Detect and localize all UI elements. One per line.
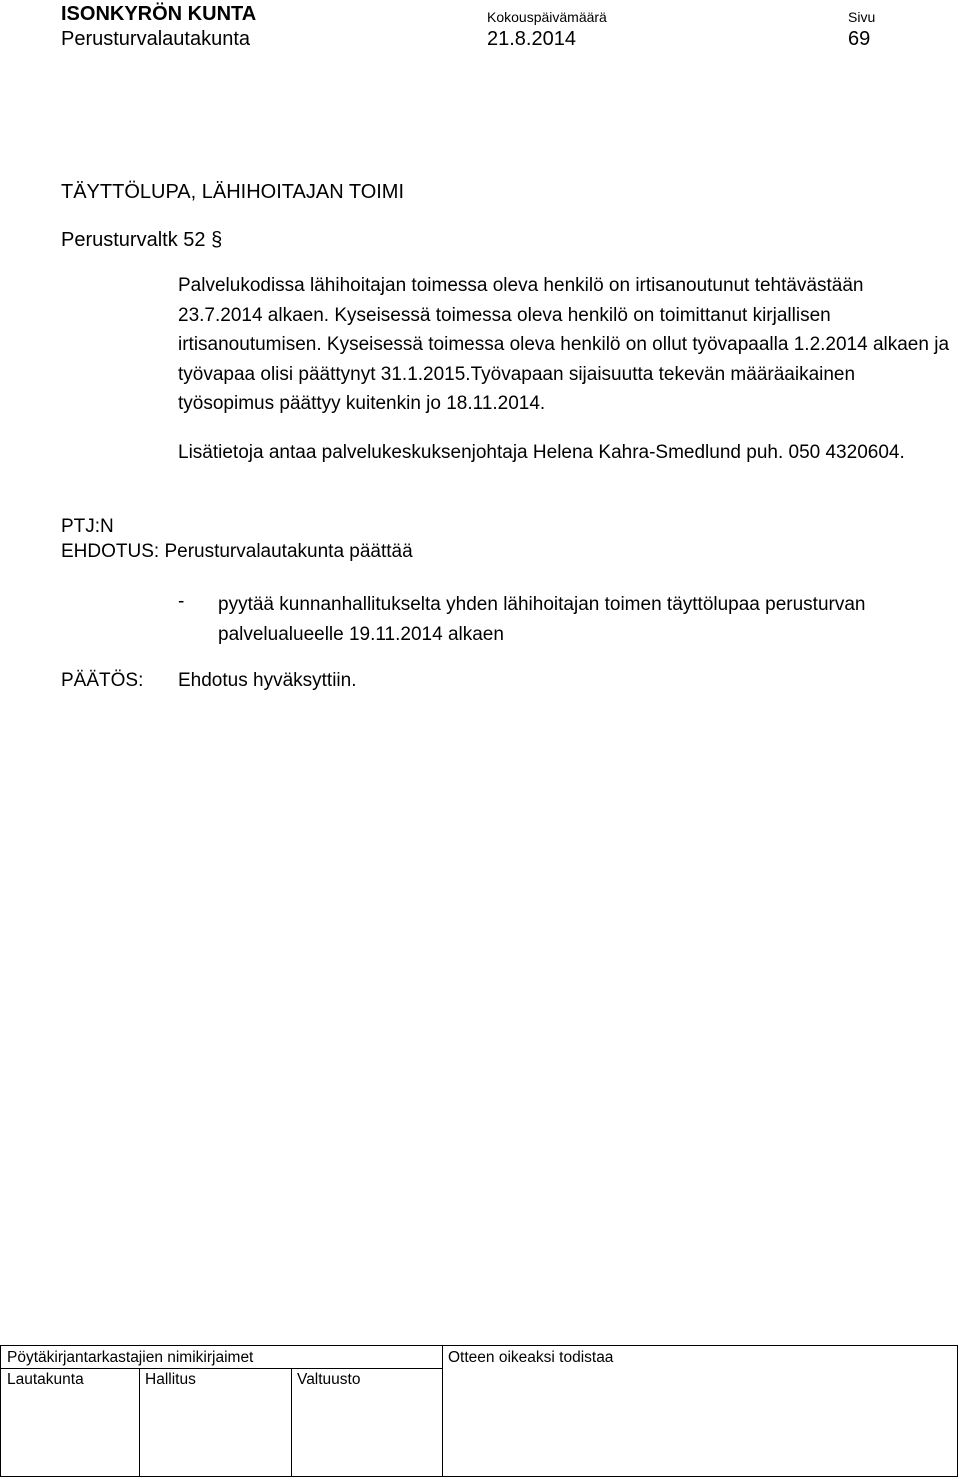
meeting-date: 21.8.2014 (487, 28, 576, 50)
list-bullet: - (178, 591, 185, 612)
signature-footer (0, 1345, 958, 1477)
footer-header-divider (0, 1368, 442, 1369)
column-lautakunta: Lautakunta (7, 1371, 84, 1388)
footer-column-divider (139, 1368, 140, 1477)
footer-bottom-border (0, 1476, 958, 1477)
board-name: Perusturvalautakunta (61, 28, 251, 50)
page-number: 69 (848, 28, 871, 50)
presenter-label: PTJ:N (61, 516, 114, 537)
proposal-item: pyytää kunnanhallitukselta yhden lähihoitajan toimen täyttölupaa perusturvan palvelualueelle 19.11.2014 alkaen (218, 594, 866, 645)
decision-text: Ehdotus hyväksyttiin. (178, 670, 357, 691)
proposal-heading: EHDOTUS: Perusturvalautakunta päättää (61, 541, 413, 562)
column-valtuusto: Valtuusto (297, 1371, 361, 1388)
footer-left-border (0, 1345, 1, 1477)
decision-label: PÄÄTÖS: (61, 670, 144, 691)
signatures-label: Pöytäkirjantarkastajien nimikirjaimet (7, 1349, 254, 1366)
section-reference: Perusturvaltk 52 § (61, 229, 223, 251)
organization-name: ISONKYRÖN KUNTA (61, 3, 257, 25)
footer-top-border (0, 1345, 958, 1346)
body-paragraph-1: Palvelukodissa lähihoitajan toimessa oleva henkilö on irtisanoutunut tehtävästään 23.7.2014 alkaen. Kyseisessä toimessa oleva henkilö on toimittanut kirjallisen irtisanoutumisen. Kyseisessä toimessa oleva henkilö on ollut työvapaalla 1.2.2014 alkaen ja työvapaa olisi päättynyt 31.1.2015.Työvapaan sijaisuutta tekevän määräaikainen työsopimus päättyy kuitenkin jo 18.11.2014. (178, 275, 950, 414)
footer-right-border (957, 1345, 958, 1477)
footer-column-divider (442, 1345, 443, 1477)
footer-column-divider (291, 1368, 292, 1477)
certified-label: Otteen oikeaksi todistaa (448, 1349, 614, 1366)
column-hallitus: Hallitus (145, 1371, 196, 1388)
body-paragraph-2: Lisätietoja antaa palvelukeskuksenjohtaja Helena Kahra-Smedlund puh. 050 4320604. (178, 442, 905, 463)
page-label: Sivu (848, 9, 876, 25)
meeting-date-label: Kokouspäivämäärä (487, 9, 607, 25)
section-title: TÄYTTÖLUPA, LÄHIHOITAJAN TOIMI (61, 181, 405, 203)
